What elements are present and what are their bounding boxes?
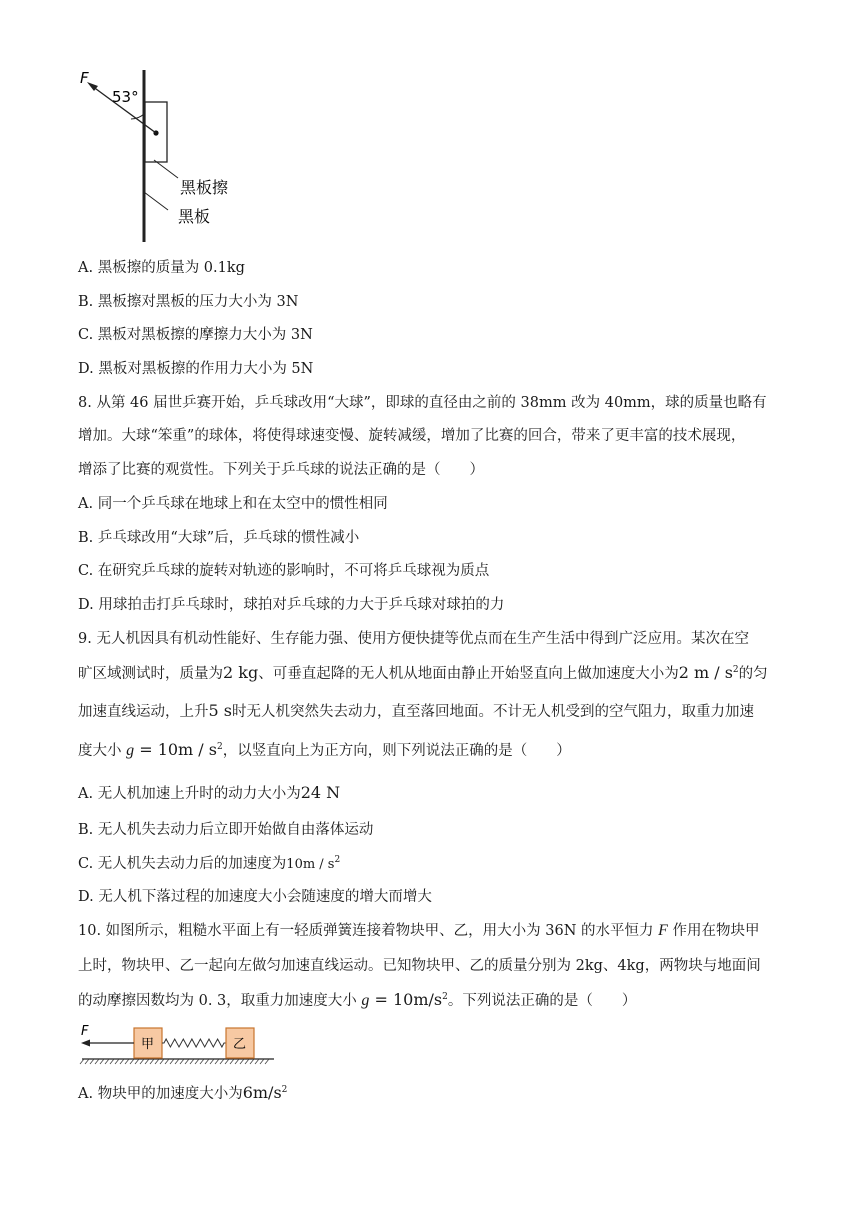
- eraser-label: 黑板擦: [180, 178, 229, 197]
- q10-option-a: A. 物块甲的加速度大小为$6m/s^2$: [78, 1083, 288, 1102]
- q8-stem-line2: 增加。大球“笨重”的球体，将使得球速变慢、旋转减缓，增加了比赛的回合，带来了更丰富的技术展现，: [78, 428, 746, 444]
- block-jia-label: 甲: [141, 1037, 155, 1052]
- q9-text: 的匀: [738, 666, 768, 682]
- hatch-mark: [105, 1059, 109, 1064]
- g-value: = 10m/s: [369, 990, 443, 1009]
- hatch-mark: [80, 1059, 84, 1064]
- q9-stem-line4: 度大小 $g = 10m / s^2$，以竖直向上为正方向，则下列说法正确的是（ ）: [78, 740, 571, 759]
- hatch-mark: [170, 1059, 174, 1064]
- hatch-mark: [155, 1059, 159, 1064]
- force-label: F: [80, 69, 89, 87]
- q9-option-c-value: 10m / s: [286, 857, 335, 872]
- board-label: 黑板: [178, 207, 211, 226]
- q7-option-c: C. 黑板对黑板擦的摩擦力大小为 3N: [78, 327, 313, 343]
- g-symbol: g: [126, 742, 135, 759]
- q8-option-c: C. 在研究乒乓球的旋转对轨迹的影响时，不可将乒乓球视为质点: [78, 563, 490, 579]
- angle-label: 53°: [112, 88, 139, 106]
- hatch-mark: [180, 1059, 184, 1064]
- q7-option-a: A. 黑板擦的质量为 0.1kg: [78, 260, 245, 276]
- q9-time: 5 s: [208, 701, 232, 720]
- q9-text: 加速直线运动，上升: [78, 704, 209, 720]
- hatch-mark: [195, 1059, 199, 1064]
- q8-stem-line3: 增添了比赛的观赏性。下列关于乒乓球的说法正确的是（ ）: [78, 462, 484, 478]
- hatch-mark: [100, 1059, 104, 1064]
- hatch-mark: [135, 1059, 139, 1064]
- q9-option-a-value: 24 N: [300, 783, 341, 802]
- q9-option-c-text: C. 无人机失去动力后的加速度为: [78, 856, 287, 872]
- q8-stem-line1: 8. 从第 46 届世乒赛开始，乒乓球改用“大球”，即球的直径由之前的 38mm 改为 40mm，球的质量也略有: [78, 395, 767, 411]
- q9-stem-line2: 旷区域测试时，质量为2 kg、可垂直起降的无人机从地面由静止开始竖直向上做加速度大小为2 m / $s^2$的匀: [78, 663, 768, 682]
- hatch-mark: [260, 1059, 264, 1064]
- hatch-mark: [150, 1059, 154, 1064]
- q9-option-a: [78, 782, 340, 803]
- hatch-mark: [85, 1059, 89, 1064]
- hatch-mark: [115, 1059, 119, 1064]
- q10-text: 。下列说法正确的是（ ）: [447, 993, 637, 1009]
- force-symbol: F: [658, 922, 668, 939]
- q10-stem-line1: [78, 919, 760, 940]
- hatch-mark: [140, 1059, 144, 1064]
- q10-option-a-text: A. 物块甲的加速度大小为: [78, 1086, 243, 1102]
- hatch-mark: [235, 1059, 239, 1064]
- q10-text: 作用在物块甲: [672, 923, 760, 939]
- hatch-mark: [255, 1059, 259, 1064]
- hatch-mark: [205, 1059, 209, 1064]
- hatch-mark: [200, 1059, 204, 1064]
- q9-stem-line3: [78, 700, 754, 721]
- ground-hatching: [80, 1059, 269, 1064]
- hatch-mark: [240, 1059, 244, 1064]
- hatch-mark: [190, 1059, 194, 1064]
- q7-option-d: D. 黑板对黑板擦的作用力大小为 5N: [78, 361, 314, 377]
- q10-stem-line3: 的动摩擦因数均为 0. 3，取重力加速度大小 $g = 10m/s^2$。下列说法正确的是（ ）: [78, 990, 637, 1009]
- q9-text: 、可垂直起降的无人机从地面由静止开始竖直向上做加速度大小为: [258, 666, 679, 682]
- hatch-mark: [125, 1059, 129, 1064]
- q10-stem-line2: 上时，物块甲、乙一起向左做匀加速直线运动。已知物块甲、乙的质量分别为 2kg、4kg，两物块与地面间: [78, 958, 761, 974]
- q9-text: 时无人机突然失去动力，直至落回地面。不计无人机受到的空气阻力，取重力加速: [231, 704, 754, 720]
- q8-option-d: D. 用球拍击打乒乓球时，球拍对乒乓球的力大于乒乓球对球拍的力: [78, 597, 505, 613]
- q10-text: 的动摩擦因数均为 0. 3，取重力加速度大小: [78, 993, 357, 1009]
- block-yi-label: 乙: [233, 1037, 247, 1052]
- q9-option-b: B. 无人机失去动力后立即开始做自由落体运动: [78, 822, 374, 838]
- hatch-mark: [185, 1059, 189, 1064]
- q9-accel: 2 m / s: [678, 663, 733, 682]
- g-symbol: g: [361, 992, 370, 1009]
- q9-text: 旷区域测试时，质量为: [78, 666, 223, 682]
- hatch-mark: [95, 1059, 99, 1064]
- q7-option-b: B. 黑板擦对黑板的压力大小为 3N: [78, 294, 299, 310]
- hatch-mark: [145, 1059, 149, 1064]
- q9-text: 度大小: [78, 743, 122, 759]
- hatch-mark: [250, 1059, 254, 1064]
- blocks-figure: [78, 1020, 278, 1066]
- hatch-mark: [245, 1059, 249, 1064]
- q9-stem-line1: 9. 无人机因具有机动性能好、生存能力强、使用方便快捷等优点而在生产生活中得到广泛应用。某次在空: [78, 631, 749, 647]
- eraser-figure: [70, 62, 260, 244]
- eraser-leader: [154, 160, 178, 178]
- hatch-mark: [215, 1059, 219, 1064]
- force-arrowhead: [81, 1040, 90, 1047]
- hatch-mark: [265, 1059, 269, 1064]
- hatch-mark: [160, 1059, 164, 1064]
- g-value: = 10m / s: [134, 740, 217, 759]
- q9-mass: 2 kg: [223, 663, 259, 682]
- hatch-mark: [220, 1059, 224, 1064]
- hatch-mark: [120, 1059, 124, 1064]
- hatch-mark: [210, 1059, 214, 1064]
- hatch-mark: [230, 1059, 234, 1064]
- q10-option-a-value: 6m/s: [242, 1083, 282, 1102]
- q9-option-a-text: A. 无人机加速上升时的动力大小为: [78, 786, 301, 802]
- hatch-mark: [225, 1059, 229, 1064]
- q9-text: ，以竖直向上为正方向，则下列说法正确的是（ ）: [222, 743, 571, 759]
- spring: [162, 1039, 226, 1047]
- q8-option-a: A. 同一个乒乓球在地球上和在太空中的惯性相同: [78, 496, 388, 512]
- hatch-mark: [130, 1059, 134, 1064]
- q10-text: 10. 如图所示，粗糙水平面上有一轻质弹簧连接着物块甲、乙，用大小为 36N 的水平恒力: [78, 923, 654, 939]
- q9-option-d: D. 无人机下落过程的加速度大小会随速度的增大而增大: [78, 889, 432, 905]
- hatch-mark: [165, 1059, 169, 1064]
- hatch-mark: [110, 1059, 114, 1064]
- q8-option-b: B. 乒乓球改用“大球”后，乒乓球的惯性减小: [78, 530, 360, 546]
- q9-option-c: C. 无人机失去动力后的加速度为$10m / s^2$: [78, 855, 341, 872]
- board-leader: [144, 192, 168, 210]
- hatch-mark: [175, 1059, 179, 1064]
- hatch-mark: [90, 1059, 94, 1064]
- force-label: F: [81, 1024, 89, 1039]
